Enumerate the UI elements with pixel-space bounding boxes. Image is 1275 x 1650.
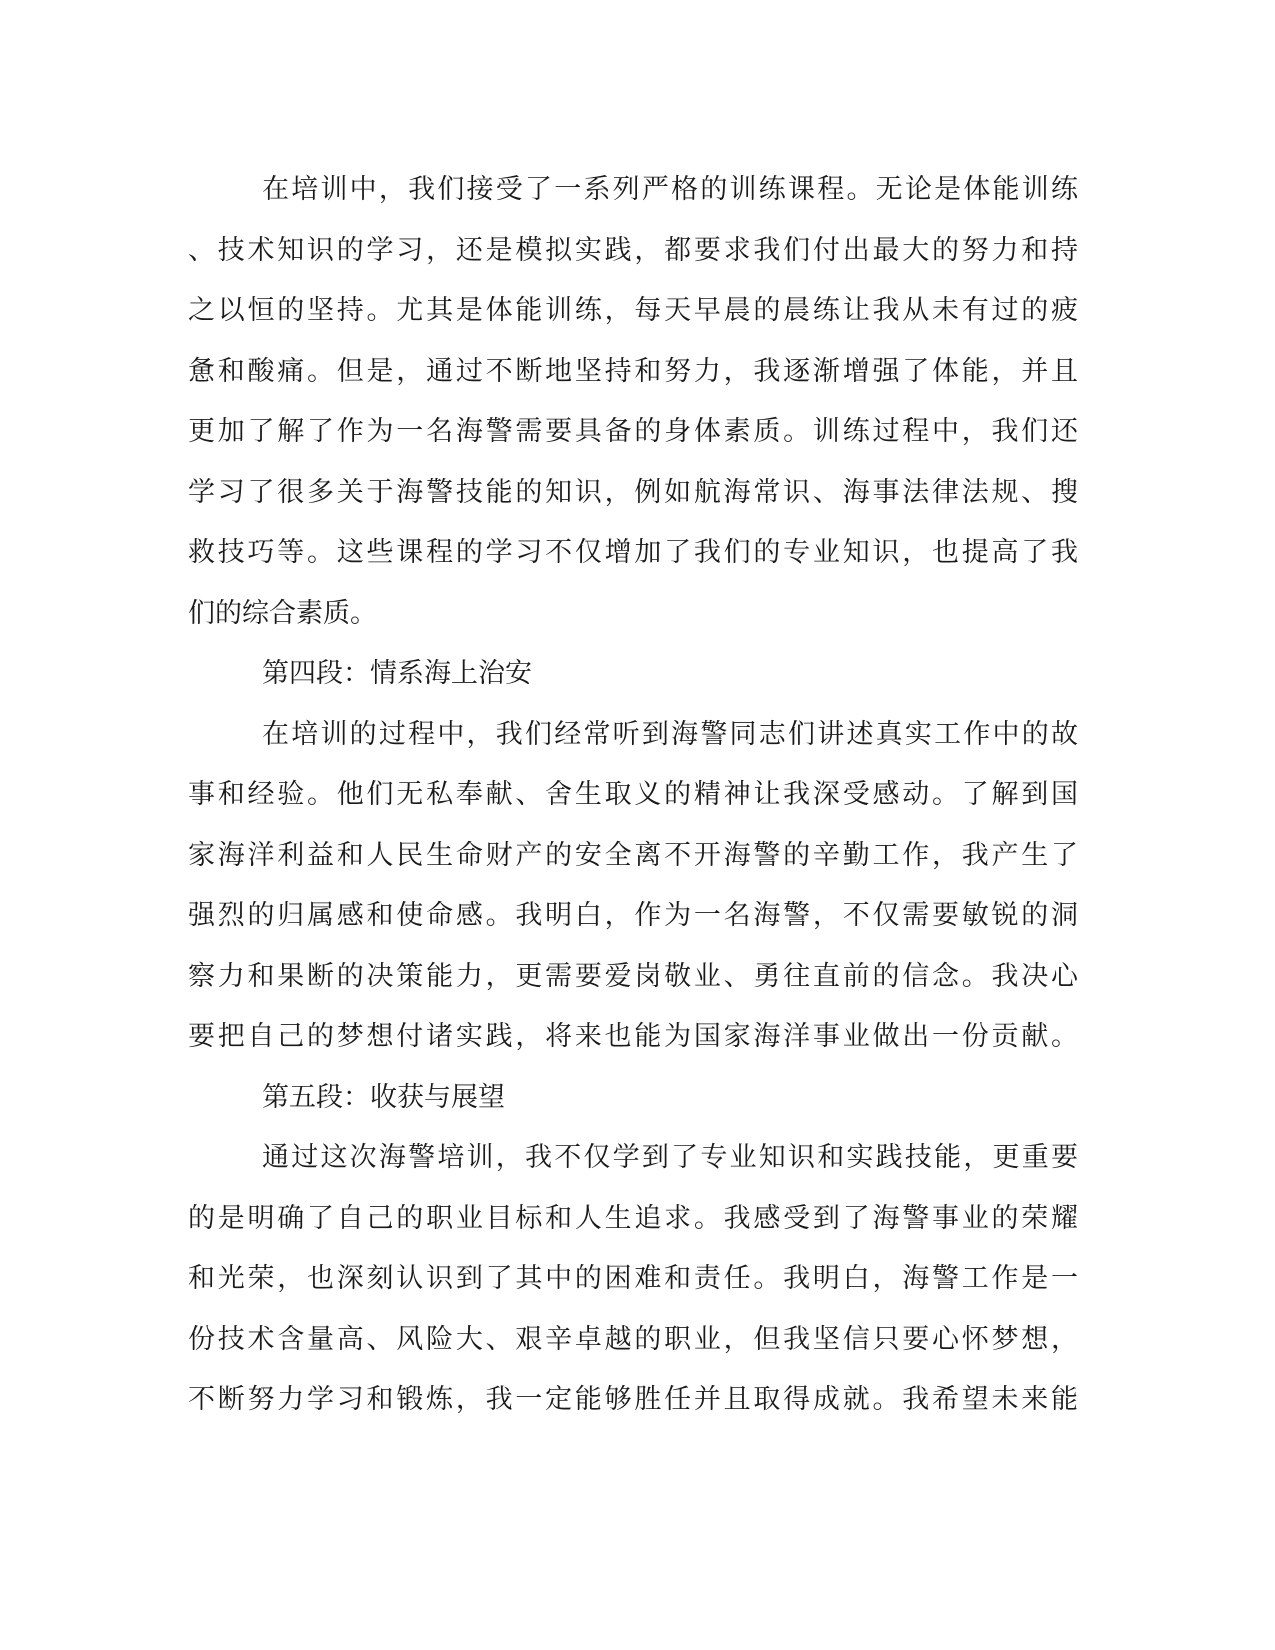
text-line-12: 家海洋利益和人民生命财产的安全离不开海警的辛勤工作，我产生了 <box>188 839 1078 871</box>
text-line-11: 事和经验。他们无私奉献、舍生取义的精神让我深受感动。了解到国 <box>188 779 1078 810</box>
text-line-2: 、技术知识的学习，还是模拟实践，都要求我们付出最大的努力和持 <box>188 234 1078 266</box>
text-line-3: 之以恒的坚持。尤其是体能训练，每天早晨的晨练让我从未有过的疲 <box>188 295 1078 326</box>
text-line-20: 份技术含量高、风险大、艰辛卓越的职业，但我坚信只要心怀梦想， <box>188 1323 1078 1355</box>
text-line-7: 救技巧等。这些课程的学习不仅增加了我们的专业知识，也提高了我 <box>188 537 1078 568</box>
section-heading-5: 第五段：收获与展望 <box>262 1081 505 1113</box>
text-line-8: 们的综合素质。 <box>188 597 377 629</box>
section-heading-4: 第四段：情系海上治安 <box>262 658 532 689</box>
text-line-14: 察力和果断的决策能力，更需要爱岗敬业、勇往直前的信念。我决心 <box>188 960 1078 992</box>
text-line-15: 要把自己的梦想付诸实践，将来也能为国家海洋事业做出一份贡献。 <box>188 1021 1078 1052</box>
text-line-18: 的是明确了自己的职业目标和人生追求。我感受到了海警事业的荣耀 <box>188 1202 1078 1234</box>
document-body <box>188 160 1078 1431</box>
text-line-4: 惫和酸痛。但是，通过不断地坚持和努力，我逐渐增强了体能，并且 <box>188 355 1078 387</box>
text-line-19: 和光荣，也深刻认识到了其中的困难和责任。我明白，海警工作是一 <box>188 1263 1078 1294</box>
text-line-1: 在培训中，我们接受了一系列严格的训练课程。无论是体能训练 <box>262 174 1078 205</box>
text-line-21: 不断努力学习和锻炼，我一定能够胜任并且取得成就。我希望未来能 <box>188 1384 1078 1415</box>
text-line-17: 通过这次海警培训，我不仅学到了专业知识和实践技能，更重要 <box>262 1142 1078 1173</box>
text-line-6: 学习了很多关于海警技能的知识，例如航海常识、海事法律法规、搜 <box>188 476 1078 508</box>
text-line-10: 在培训的过程中，我们经常听到海警同志们讲述真实工作中的故 <box>262 718 1078 750</box>
text-line-13: 强烈的归属感和使命感。我明白，作为一名海警，不仅需要敏锐的洞 <box>188 900 1078 931</box>
text-line-5: 更加了解了作为一名海警需要具备的身体素质。训练过程中，我们还 <box>188 416 1078 447</box>
